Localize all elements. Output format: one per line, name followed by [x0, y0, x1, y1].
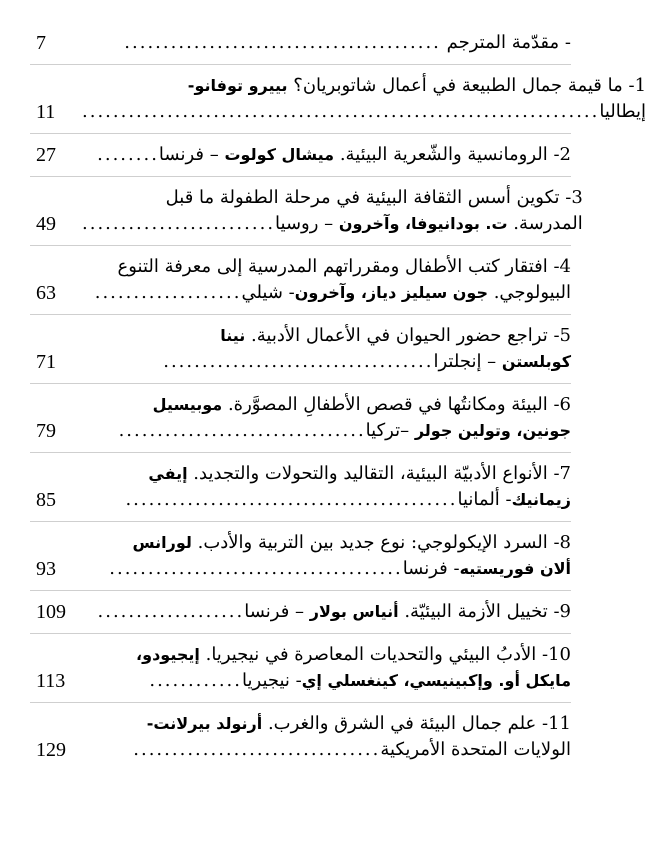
divider [30, 133, 571, 134]
toc-entry[interactable] [30, 73, 646, 125]
entry-country: – فرنسا [244, 601, 310, 622]
entry-title: 10- الأدبُ البيئي والتحديات المعاصرة في نيجيريا. [199, 644, 571, 665]
leader-dots: ................................................................... [82, 101, 600, 122]
toc-entry[interactable] [30, 30, 571, 56]
table-of-contents [30, 30, 646, 763]
page-number: 63 [36, 282, 56, 304]
leader-dots: ................................... [163, 351, 434, 372]
page-number: 109 [36, 601, 66, 623]
leader-dots: ........ [97, 144, 159, 165]
divider [30, 590, 571, 591]
entry-country: - شيلي [241, 282, 295, 303]
entry-line [82, 323, 571, 349]
entry-title-cont: المدرسة. [507, 213, 583, 234]
entry-author: أرنولد بيرلانت- [146, 714, 263, 733]
entry-author: جون سيليز دياز، وآخرون [294, 283, 488, 302]
entry-author: بييرو توفانو- [187, 76, 288, 95]
entry-text [82, 142, 571, 168]
entry-line [82, 711, 571, 737]
entry-line [82, 461, 571, 487]
entry-line [82, 418, 571, 444]
divider [30, 245, 571, 246]
page-number: 79 [36, 420, 56, 442]
leader-dots: ............ [149, 670, 243, 691]
entry-line [82, 392, 571, 418]
entry-author: ميشال كولوت [224, 145, 335, 164]
entry-country: – إنجلترا [433, 351, 502, 372]
divider [30, 521, 571, 522]
entry-title: 3- تكوين أسس الثقافة البيئية في مرحلة الطفولة ما قبل [165, 187, 583, 208]
toc-entry[interactable] [30, 461, 571, 513]
entry-line [82, 599, 571, 625]
entry-author-cont: مايكل أو. وإكبينيسي، كينغسلي إي [301, 671, 571, 690]
page-number: 85 [36, 489, 56, 511]
entry-title-cont: البيولوجي. [487, 282, 571, 303]
entry-title: 9- تخييل الأزمة البيئيّة. [398, 601, 571, 622]
entry-author: موبيسيل [152, 395, 223, 414]
leader-dots: ................... [97, 601, 245, 622]
toc-entry[interactable] [30, 142, 571, 168]
entry-line [82, 254, 571, 280]
toc-entry[interactable] [30, 530, 571, 582]
entry-author-cont: جونين، وتولين جولر [414, 421, 571, 440]
entry-author: إيجيودو، [136, 645, 200, 664]
entry-title: 7- الأنواع الأدبيّة البيئية، التقاليد والتحولات والتجديد. [187, 463, 571, 484]
entry-line [82, 487, 571, 513]
divider [30, 633, 571, 634]
leader-dots: ................... [94, 282, 242, 303]
entry-text [82, 254, 571, 306]
toc-entry[interactable] [30, 185, 583, 237]
entry-country: –تركيا [365, 420, 415, 441]
entry-line [82, 642, 571, 668]
toc-entry[interactable] [30, 323, 571, 375]
page-number: 27 [36, 144, 56, 166]
leader-dots: ......................................... [124, 32, 441, 53]
divider [30, 452, 571, 453]
entry-line [82, 73, 646, 99]
entry-text [82, 711, 571, 763]
entry-country: إيطاليا [599, 101, 646, 122]
entry-country: - فرنسا [402, 558, 460, 579]
entry-line [82, 99, 646, 125]
entry-title: 8- السرد الإيكولوجي: نوع جديد بين التربية والأدب. [191, 532, 571, 553]
entry-title: 11- علم جمال البيئة في الشرق والغرب. [262, 713, 571, 734]
entry-title: 1- ما قيمة جمال الطبيعة في أعمال شاتوبريان؟ [287, 75, 646, 96]
entry-line [82, 30, 571, 56]
entry-text [82, 30, 571, 56]
divider [30, 176, 571, 177]
entry-country: الولايات المتحدة الأمريكية [380, 739, 571, 760]
entry-title: 5- تراجع حضور الحيوان في الأعمال الأدبية. [245, 325, 571, 346]
entry-text [82, 530, 571, 582]
page-number: 129 [36, 739, 66, 761]
entry-author-cont: كوبلستن [501, 352, 571, 371]
leader-dots: ......................... [82, 213, 276, 234]
page-number: 93 [36, 558, 56, 580]
toc-entry[interactable] [30, 392, 571, 444]
entry-title: 4- افتقار كتب الأطفال ومقرراتهم المدرسية إلى معرفة التنوع [117, 256, 571, 277]
entry-line [82, 556, 571, 582]
entry-line [82, 668, 571, 694]
entry-text [82, 599, 571, 625]
page-number: 7 [36, 32, 46, 54]
entry-country: - نيجيريا [242, 670, 302, 691]
divider [30, 383, 571, 384]
entry-author: ت. بودانيوفا، وآخرون [338, 214, 508, 233]
leader-dots: ................................ [118, 420, 366, 441]
leader-dots: ................................ [133, 739, 381, 760]
entry-author: لورانس [132, 533, 192, 552]
entry-title: - مقدّمة المترجم [440, 32, 571, 53]
divider [30, 702, 571, 703]
entry-text [82, 392, 571, 444]
page-number: 113 [36, 670, 66, 692]
entry-text [82, 642, 571, 694]
entry-text [82, 185, 583, 237]
entry-country: - ألمانيا [457, 489, 512, 510]
toc-entry[interactable] [30, 254, 571, 306]
entry-line [82, 280, 571, 306]
entry-line [82, 142, 571, 168]
entry-line [82, 185, 583, 211]
toc-entry[interactable] [30, 711, 571, 763]
entry-author: نينا [220, 326, 246, 345]
entry-author: أنياس بولار [309, 602, 399, 621]
page-number: 11 [36, 101, 56, 123]
divider [30, 64, 571, 65]
entry-text [82, 461, 571, 513]
divider [30, 314, 571, 315]
entry-title: 2- الرومانسية والشّعرية البيئية. [334, 144, 571, 165]
entry-country: – فرنسا [158, 144, 225, 165]
entry-author: إيفي [148, 464, 188, 483]
page-number: 49 [36, 213, 56, 235]
entry-text [82, 323, 571, 375]
entry-line [82, 530, 571, 556]
entry-line [82, 211, 583, 237]
entry-country: – روسيا [275, 213, 339, 234]
entry-author-cont: ألان فوريستيه [459, 559, 571, 578]
leader-dots: ........................................... [125, 489, 458, 510]
leader-dots: ...................................... [109, 558, 403, 579]
page-number: 71 [36, 351, 56, 373]
toc-entry[interactable] [30, 642, 571, 694]
entry-line [82, 349, 571, 375]
entry-line [82, 737, 571, 763]
entry-title: 6- البيئة ومكانتُها في قصص الأطفالِ المصوَّرة. [222, 394, 571, 415]
toc-entry[interactable] [30, 599, 571, 625]
entry-author-cont: زيمانيك [511, 490, 571, 509]
entry-text [82, 73, 646, 125]
